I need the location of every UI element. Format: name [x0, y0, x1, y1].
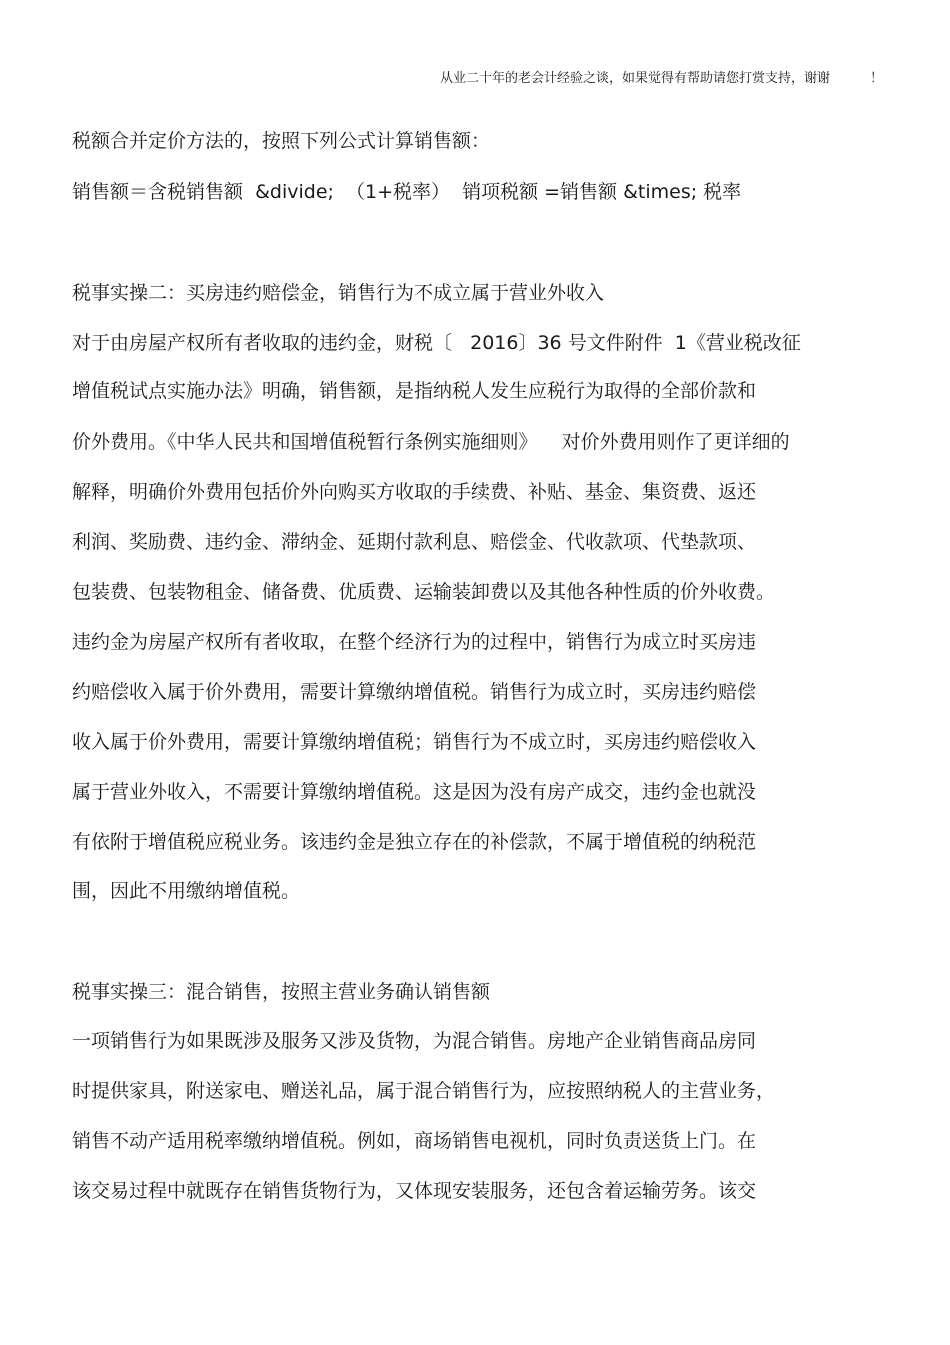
header-suffix: ！: [870, 71, 884, 86]
text-line: 价外费用。《中华人民共和国增值税暂行条例实施细则》 对价外费用则作了更详细的: [72, 431, 790, 453]
text-line: 约赔偿收入属于价外费用，需要计算缴纳增值税。销售行为成立时，买房违约赔偿: [72, 681, 757, 703]
text-line: 对于由房屋产权所有者收取的违约金，财税〔 2016〕36 号文件附件 1《营业税改征: [72, 332, 801, 354]
page-header: [440, 70, 900, 88]
text-line: 围，因此不用缴纳增值税。: [72, 880, 301, 902]
text-line: 一项销售行为如果既涉及服务又涉及货物，为混合销售。房地产企业销售商品房同: [72, 1030, 757, 1052]
text-line: 税额合并定价方法的，按照下列公式计算销售额：: [72, 130, 491, 152]
text-line: 时提供家具，附送家电、赠送礼品，属于混合销售行为，应按照纳税人的主营业务，: [72, 1080, 776, 1102]
text-line: 解释，明确价外费用包括价外向购买方收取的手续费、补贴、基金、集资费、返还: [72, 481, 757, 503]
text-line: 有依附于增值税应税业务。该违约金是独立存在的补偿款，不属于增值税的纳税范: [72, 831, 757, 853]
text-line: 收入属于价外费用，需要计算缴纳增值税；销售行为不成立时，买房违约赔偿收入: [72, 731, 757, 753]
text-line: 该交易过程中就既存在销售货物行为，又体现安装服务，还包含着运输劳务。该交: [72, 1180, 757, 1202]
header-text: 从业二十年的老会计经验之谈，如果觉得有帮助请您打赏支持，谢谢: [440, 71, 831, 86]
formula-line: 销售额＝含税销售额 &divide; （1+税率） 销项税额 =销售额 &times; 税率: [72, 181, 742, 203]
section-heading: 税事实操二：买房违约赔偿金，销售行为不成立属于营业外收入: [72, 282, 605, 304]
text-line: 利润、奖励费、违约金、滞纳金、延期付款利息、赔偿金、代收款项、代垫款项、: [72, 531, 757, 553]
text-line: 增值税试点实施办法》明确，销售额，是指纳税人发生应税行为取得的全部价款和: [72, 380, 757, 402]
text-line: 违约金为房屋产权所有者收取，在整个经济行为的过程中，销售行为成立时买房违: [72, 631, 757, 653]
text-line: 包装费、包装物租金、储备费、优质费、运输装卸费以及其他各种性质的价外收费。: [72, 581, 776, 603]
text-line: 属于营业外收入，不需要计算缴纳增值税。这是因为没有房产成交，违约金也就没: [72, 781, 757, 803]
section-heading: 税事实操三：混合销售，按照主营业务确认销售额: [72, 981, 491, 1003]
text-line: 销售不动产适用税率缴纳增值税。例如，商场销售电视机，同时负责送货上门。在: [72, 1130, 757, 1152]
